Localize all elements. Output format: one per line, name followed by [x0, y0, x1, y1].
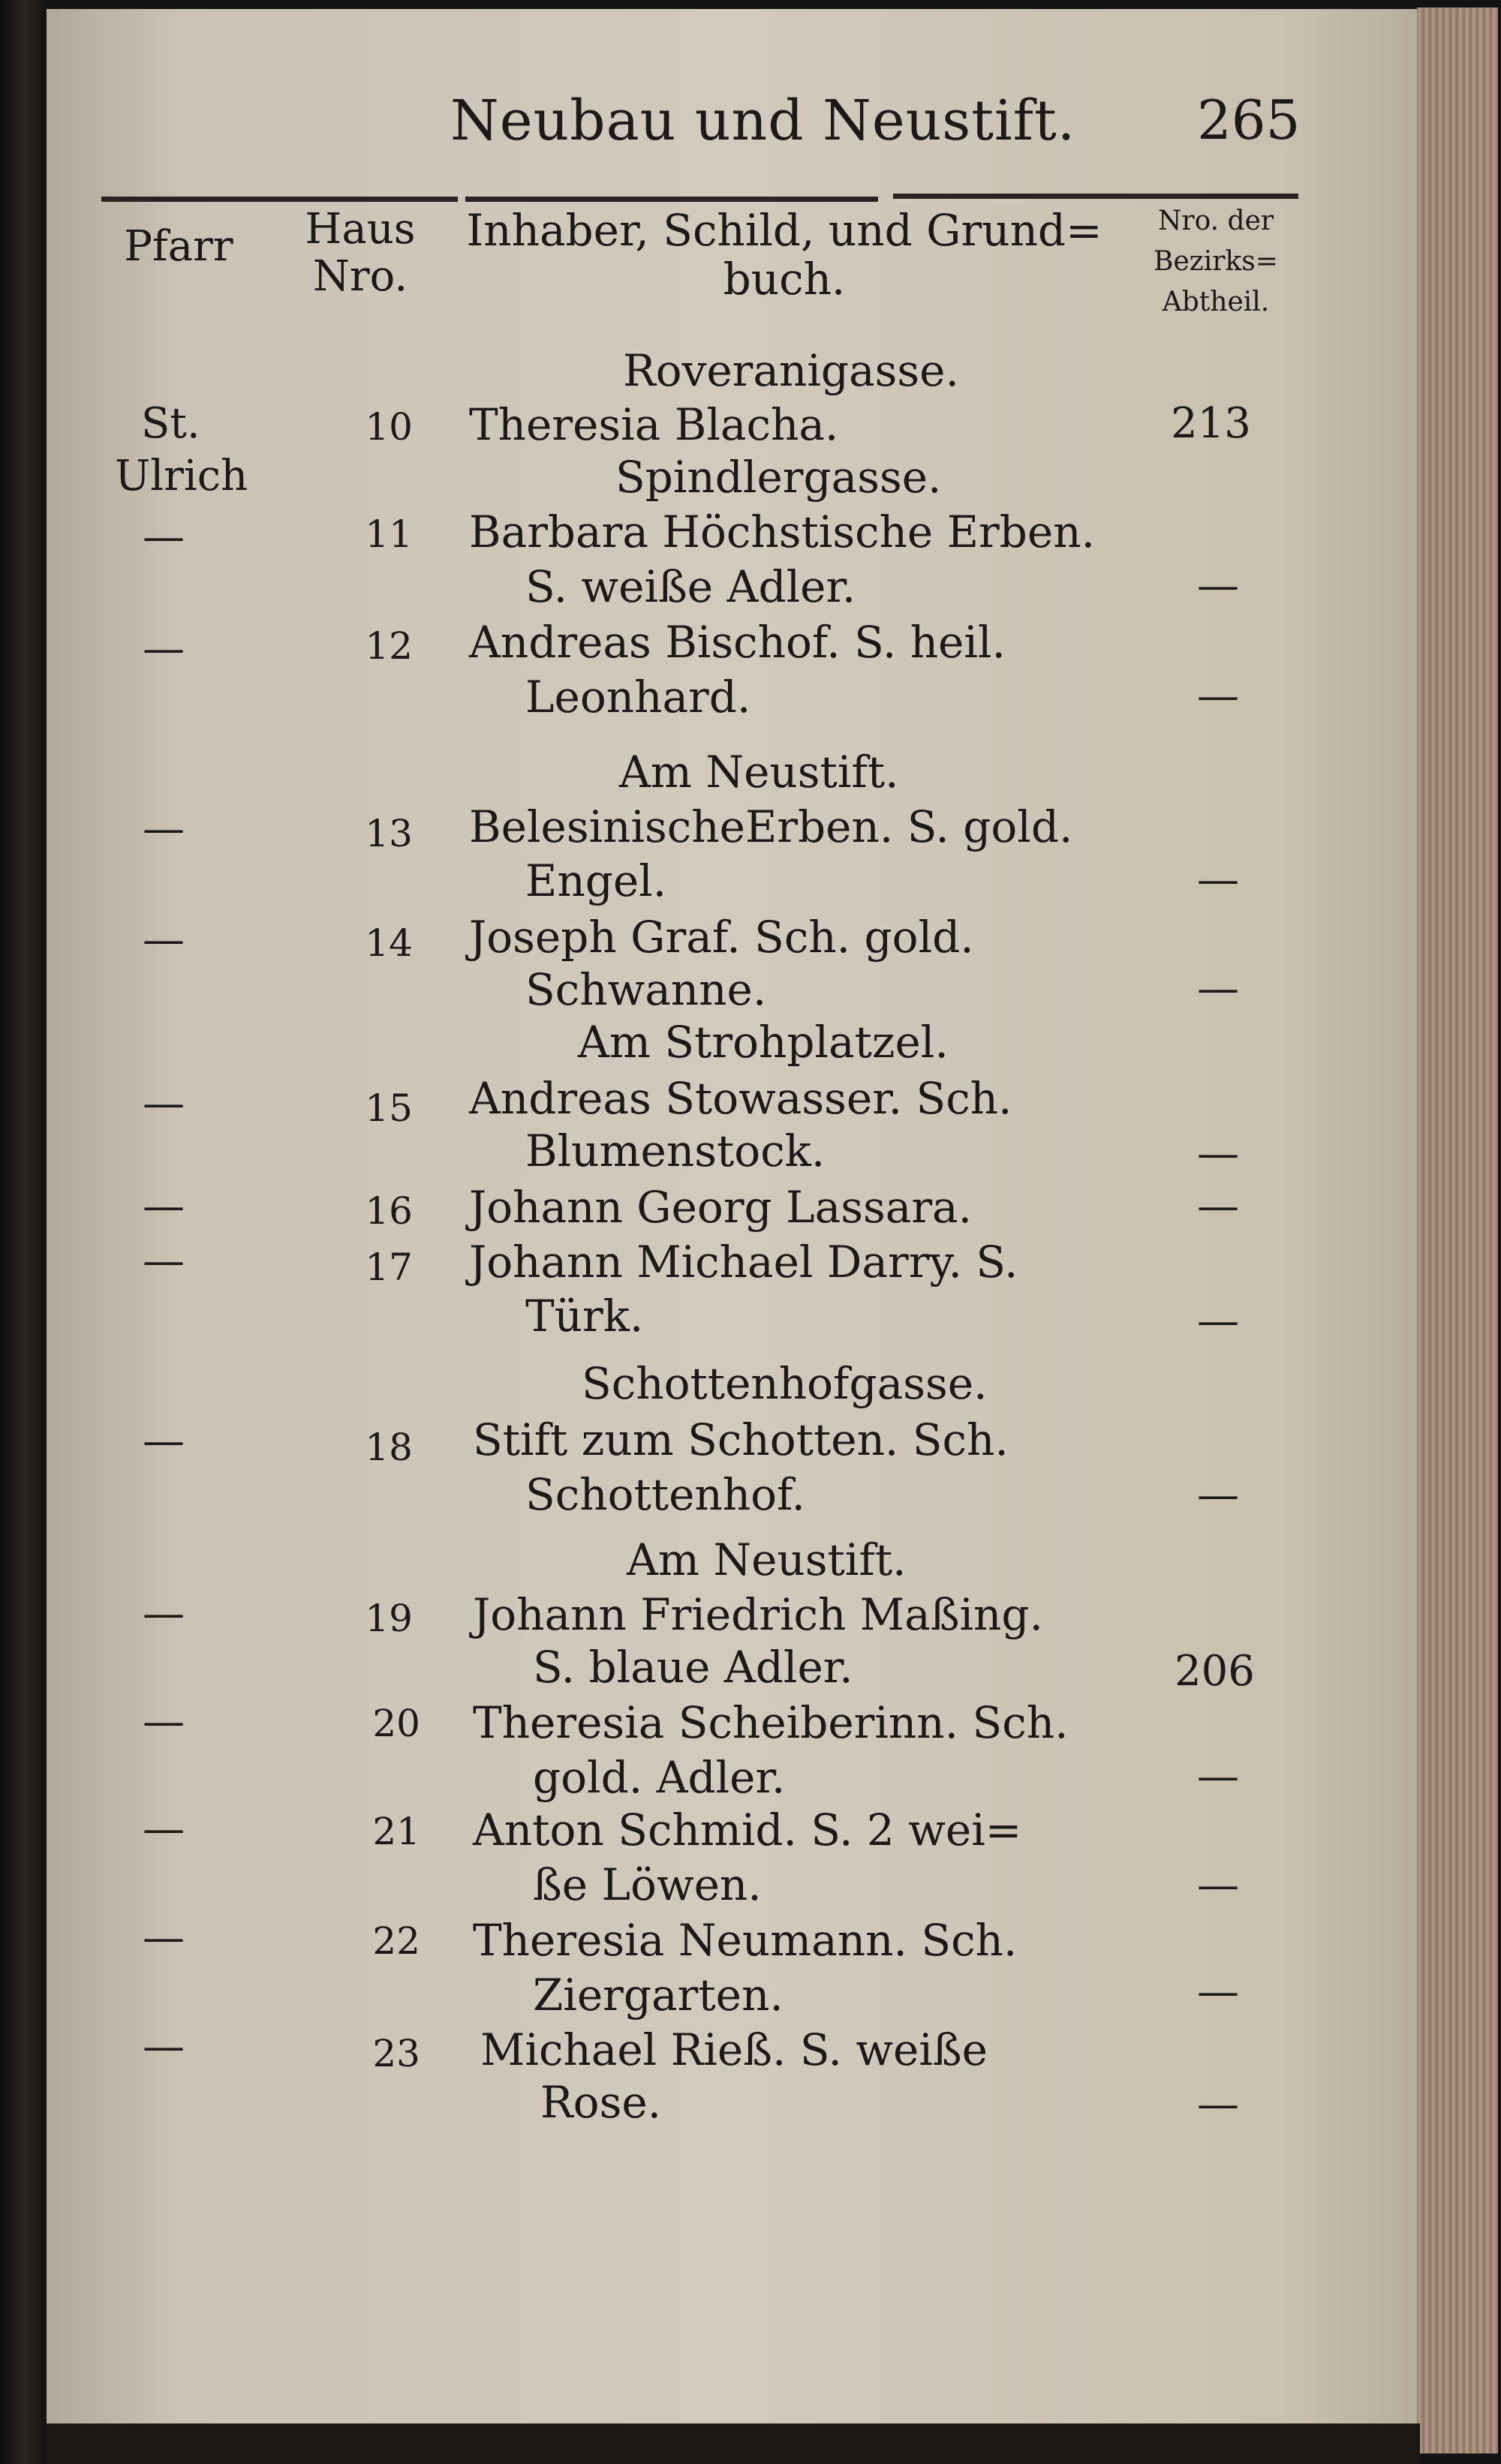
book-spine-shadow	[0, 0, 45, 2464]
entry-text-line2: Schwanne.	[525, 964, 767, 1015]
entry-text-line2: Engel.	[525, 855, 667, 906]
pfarr-name-line1: St.	[141, 399, 200, 448]
header-rule-middle	[465, 197, 878, 202]
header-pfarr-label: Pfarr	[124, 222, 233, 271]
bezirk-value: —	[1197, 561, 1239, 610]
pfarr-ditto: —	[143, 624, 185, 673]
page-number: 265	[1197, 89, 1301, 152]
pfarr-ditto: —	[143, 1913, 185, 1962]
entry-text-line2: Türk.	[525, 1291, 644, 1342]
page-bottom-shadow	[47, 2423, 1420, 2464]
column-header-bezirk	[1122, 201, 1310, 323]
entry-text-line2: Rose.	[540, 2077, 662, 2128]
house-number: 10	[365, 405, 413, 449]
street-heading: Spindlergasse.	[615, 452, 942, 503]
entry-text-line1: Barbara Höchstische Erben.	[469, 506, 1096, 557]
bezirk-value: —	[1197, 2080, 1239, 2129]
header-bezirk-line3: Abtheil.	[1162, 287, 1270, 317]
pfarr-ditto: —	[143, 1182, 185, 1230]
entry-text-line2: Schottenhof.	[525, 1469, 805, 1520]
pfarr-ditto: —	[143, 804, 185, 853]
entry-text-line1: Andreas Stowasser. Sch.	[469, 1073, 1012, 1124]
house-number: 11	[365, 512, 413, 556]
running-title: Neubau und Neustift.	[450, 89, 1076, 153]
house-number: 16	[365, 1189, 413, 1233]
pfarr-ditto: —	[143, 1804, 185, 1853]
house-number: 15	[365, 1086, 413, 1130]
entry-text-line2: Blumenstock.	[525, 1125, 826, 1176]
street-heading: Am Neustift.	[619, 747, 899, 798]
header-rule-left	[101, 197, 458, 202]
street-heading: Roveranigasse.	[623, 345, 959, 396]
header-inhaber-line2: buch.	[723, 253, 846, 305]
bezirk-value: —	[1197, 964, 1239, 1013]
street-heading: Am Neustift.	[627, 1534, 907, 1585]
header-bezirk-line1: Nro. der	[1157, 206, 1274, 236]
bezirk-value: —	[1197, 672, 1239, 720]
pfarr-ditto: —	[143, 1237, 185, 1285]
bezirk-value: 206	[1175, 1647, 1255, 1696]
column-header-pfarr	[111, 224, 246, 271]
entry-text-line2: S. weiße Adler.	[525, 561, 856, 612]
house-number: 14	[365, 921, 413, 965]
entry-text-line2: gold. Adler.	[533, 1752, 786, 1803]
house-number: 21	[372, 1810, 420, 1853]
pfarr-ditto: —	[143, 1417, 185, 1465]
pfarr-ditto: —	[143, 1079, 185, 1128]
entry-text-line1: Johann Friedrich Maßing.	[473, 1589, 1043, 1640]
bezirk-value: —	[1197, 1752, 1239, 1801]
pfarr-name-line2: Ulrich	[115, 452, 248, 500]
street-heading: Am Strohplatzel.	[578, 1017, 949, 1068]
entry-text-line2: Leonhard.	[525, 672, 751, 723]
house-number: 19	[365, 1597, 413, 1640]
entry-text-line2: S. blaue Adler.	[533, 1642, 853, 1693]
entry-text-line1: Theresia Scheiberinn. Sch.	[473, 1697, 1069, 1748]
house-number: 17	[365, 1246, 413, 1289]
header-rule-right	[893, 194, 1298, 199]
bezirk-value: —	[1197, 1297, 1239, 1345]
page-edges	[1417, 8, 1498, 2453]
bezirk-value: —	[1197, 1967, 1239, 2016]
house-number: 12	[365, 624, 413, 668]
entry-text-line2: Ziergarten.	[533, 1970, 784, 2021]
pfarr-ditto: —	[143, 2022, 185, 2071]
pfarr-ditto: —	[143, 915, 185, 964]
pfarr-ditto: —	[143, 1697, 185, 1746]
entry-text-line1: BelesinischeErben. S. gold.	[469, 801, 1073, 852]
column-header-inhaber	[465, 206, 1103, 304]
entry-text-line1: Theresia Neumann. Sch.	[473, 1915, 1018, 1966]
header-haus-line1: Haus	[305, 205, 416, 254]
entry-text-line2: ße Löwen.	[533, 1859, 762, 1910]
header-bezirk-line2: Bezirks=	[1154, 246, 1278, 277]
entry-text-line1: Stift zum Schotten. Sch.	[473, 1414, 1009, 1465]
house-number: 23	[372, 2032, 420, 2075]
house-number: 22	[372, 1919, 420, 1963]
street-heading: Schottenhofgasse.	[582, 1358, 988, 1409]
bezirk-value: 213	[1171, 399, 1251, 448]
house-number: 20	[372, 1702, 420, 1745]
house-number: 13	[365, 812, 413, 855]
bezirk-value: —	[1197, 1861, 1239, 1910]
bezirk-value: —	[1197, 855, 1239, 904]
header-inhaber-line1: Inhaber, Schild, und Grund=	[466, 205, 1102, 256]
entry-text-line1: Michael Rieß. S. weiße	[480, 2024, 988, 2075]
entry-text-line1: Johann Georg Lassara.	[469, 1182, 973, 1233]
house-number: 18	[365, 1426, 413, 1469]
bezirk-value: —	[1197, 1182, 1239, 1230]
pfarr-ditto: —	[143, 1589, 185, 1638]
pfarr-ditto: —	[143, 512, 185, 561]
bezirk-value: —	[1197, 1471, 1239, 1519]
entry-text-line1: Joseph Graf. Sch. gold.	[469, 912, 974, 963]
bezirk-value: —	[1197, 1129, 1239, 1178]
entry-text-line1: Johann Michael Darry. S.	[469, 1237, 1018, 1288]
column-header-haus	[293, 206, 428, 300]
entry-text-line1: Theresia Blacha.	[469, 399, 839, 450]
header-haus-line2: Nro.	[312, 251, 408, 301]
entry-text-line1: Anton Schmid. S. 2 wei=	[473, 1804, 1022, 1856]
entry-text-line1: Andreas Bischof. S. heil.	[469, 617, 1006, 668]
